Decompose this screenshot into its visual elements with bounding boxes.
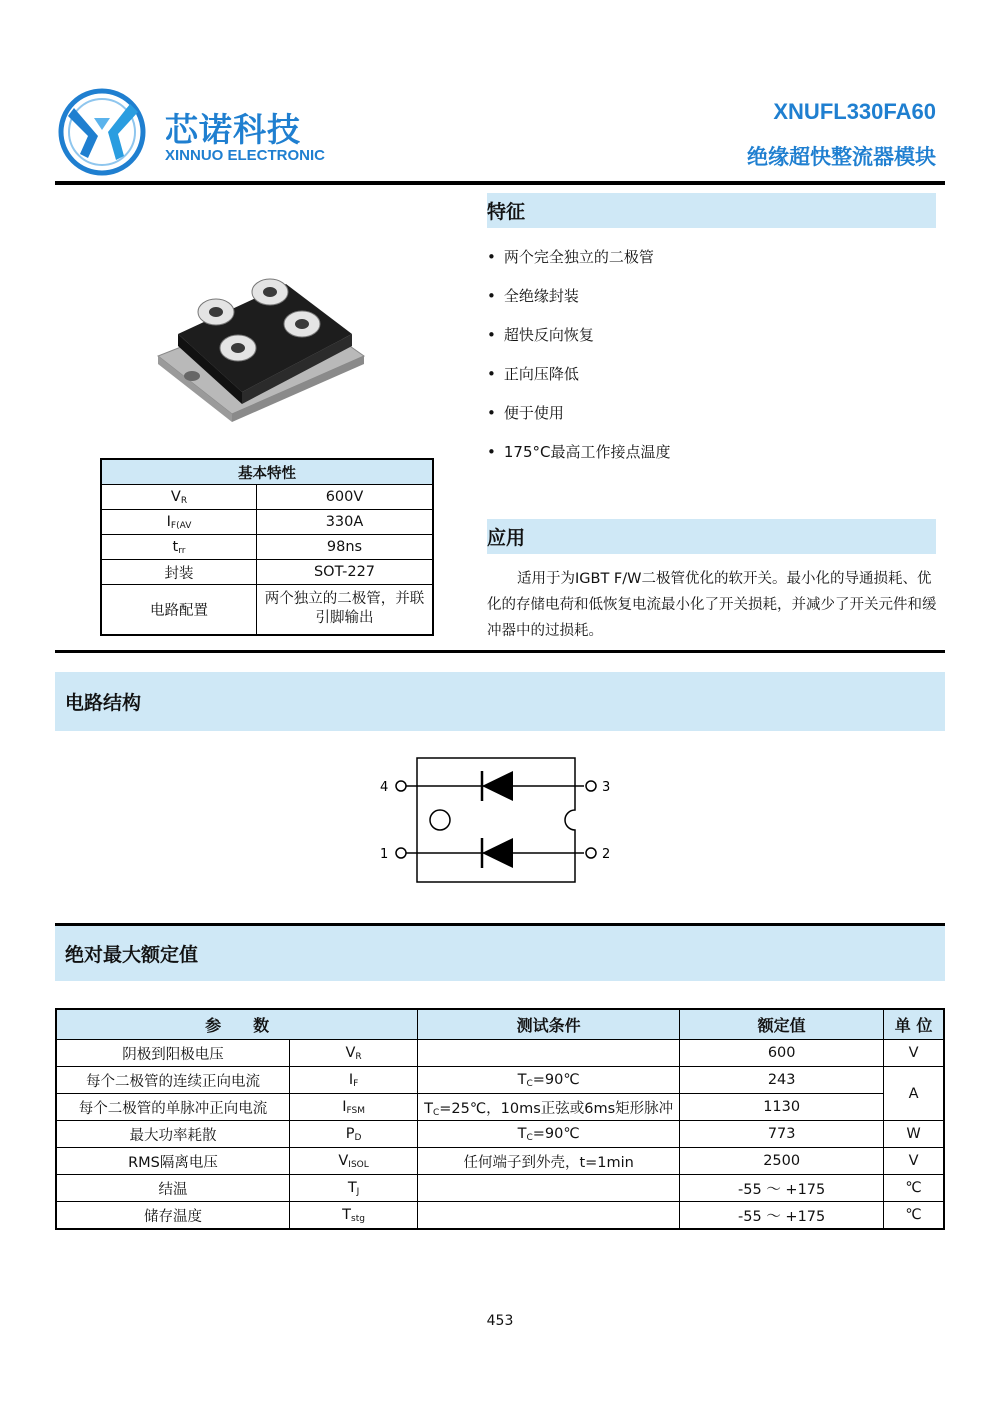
basic-value-trr: 98ns — [257, 535, 434, 560]
param-name: 每个二极管的连续正向电流 — [56, 1067, 290, 1094]
table-row — [56, 1121, 944, 1148]
basic-label-config: 电路配置 — [101, 585, 257, 635]
product-image — [152, 264, 374, 424]
logo-icon — [58, 88, 146, 176]
circuit-diagram — [370, 750, 630, 890]
param-symbol: $T_{stg}$ — [290, 1202, 418, 1230]
param-value: -55 ～ +175 — [680, 1202, 884, 1230]
company-name-cn: 芯诺科技 — [165, 110, 301, 149]
page-number: 453 — [486, 1313, 514, 1329]
section-rule — [55, 650, 945, 653]
basic-characteristics-table — [100, 458, 434, 636]
application-heading: 应用 — [487, 519, 936, 554]
application-text: 适用于为IGBT F/W二极管优化的软开关。最小化的导通损耗、优化的存储电荷和低恢复电流最小化了开关损耗，并减少了开关元件和缓冲器中的过损耗。 — [487, 571, 937, 639]
param-name: 结温 — [56, 1175, 290, 1202]
param-condition: $T_C=90℃$ — [418, 1067, 680, 1094]
param-condition — [418, 1202, 680, 1230]
feature-item: • 全绝缘封装 — [487, 283, 670, 322]
param-condition — [418, 1175, 680, 1202]
param-name: 阴极到阳极电压 — [56, 1040, 290, 1067]
param-name: 最大功率耗散 — [56, 1121, 290, 1148]
feature-item: • 两个完全独立的二极管 — [487, 244, 670, 283]
part-number: XNUFL330FA60 — [773, 99, 936, 124]
basic-value-package: SOT-227 — [257, 560, 434, 585]
feature-item: • 175°C最高工作接点温度 — [487, 439, 670, 478]
pin-3-label: 3 — [602, 780, 611, 795]
circuit-heading: 电路结构 — [55, 672, 945, 731]
basic-symbol-trr: $t_{rr}$ — [101, 535, 257, 560]
basic-table-title: 基本特性 — [101, 459, 433, 485]
col-header-cond: 测试条件 — [418, 1009, 680, 1040]
param-value: 1130 — [680, 1094, 884, 1121]
param-unit: ℃ — [884, 1202, 944, 1230]
module-photo-icon — [152, 264, 374, 424]
col-header-param: 参 数 — [56, 1009, 418, 1040]
param-symbol: $I_F$ — [290, 1067, 418, 1094]
basic-value-config: 两个独立的二极管，并联引脚输出 — [257, 585, 434, 635]
features-heading: 特征 — [487, 193, 936, 228]
header-rule — [55, 181, 945, 185]
part-title: 绝缘超快整流器模块 — [747, 145, 936, 169]
col-header-value: 额定值 — [680, 1009, 884, 1040]
company-name-en: XINNUO ELECTRONIC — [165, 147, 326, 164]
ratings-table — [55, 1008, 945, 1230]
table-row — [56, 1067, 944, 1094]
param-value: -55 ～ +175 — [680, 1175, 884, 1202]
param-value: 2500 — [680, 1148, 884, 1175]
table-row — [56, 1175, 944, 1202]
param-unit: A — [884, 1067, 944, 1121]
param-symbol: $V_R$ — [290, 1040, 418, 1067]
feature-item: • 超快反向恢复 — [487, 322, 670, 361]
pin-2-label: 2 — [602, 847, 611, 862]
basic-label-package: 封装 — [101, 560, 257, 585]
col-header-unit: 单 位 — [884, 1009, 944, 1040]
param-symbol: $I_{FSM}$ — [290, 1094, 418, 1121]
dual-diode-schematic-icon — [370, 750, 630, 890]
param-name: 储存温度 — [56, 1202, 290, 1230]
param-symbol: $P_D$ — [290, 1121, 418, 1148]
param-value: 773 — [680, 1121, 884, 1148]
table-row — [56, 1040, 944, 1067]
param-symbol: $V_{ISOL}$ — [290, 1148, 418, 1175]
pin-1-label: 1 — [380, 847, 389, 862]
param-name: 每个二极管的单脉冲正向电流 — [56, 1094, 290, 1121]
table-row — [56, 1202, 944, 1230]
param-value: 243 — [680, 1067, 884, 1094]
basic-symbol-if: $I_{F(AV}$ — [101, 510, 257, 535]
param-condition: 任何端子到外壳，t=1min — [418, 1148, 680, 1175]
param-unit: ℃ — [884, 1175, 944, 1202]
param-unit: W — [884, 1121, 944, 1148]
param-symbol: $T_J$ — [290, 1175, 418, 1202]
table-row — [56, 1094, 944, 1121]
company-logo — [58, 88, 146, 176]
feature-item: • 正向压降低 — [487, 361, 670, 400]
features-list — [487, 244, 670, 478]
basic-value-if: 330A — [257, 510, 434, 535]
table-row — [56, 1148, 944, 1175]
param-name: RMS隔离电压 — [56, 1148, 290, 1175]
param-unit: V — [884, 1148, 944, 1175]
ratings-heading: 绝对最大额定值 — [55, 926, 945, 981]
basic-symbol-vr: $V_R$ — [101, 485, 257, 510]
basic-value-vr: 600V — [257, 485, 434, 510]
param-condition — [418, 1040, 680, 1067]
param-condition: $T_C=25℃$，10ms正弦或6ms矩形脉冲 — [418, 1094, 680, 1121]
pin-4-label: 4 — [380, 780, 389, 795]
param-unit: V — [884, 1040, 944, 1067]
param-condition: $T_C=90℃$ — [418, 1121, 680, 1148]
feature-item: • 便于使用 — [487, 400, 670, 439]
param-value: 600 — [680, 1040, 884, 1067]
